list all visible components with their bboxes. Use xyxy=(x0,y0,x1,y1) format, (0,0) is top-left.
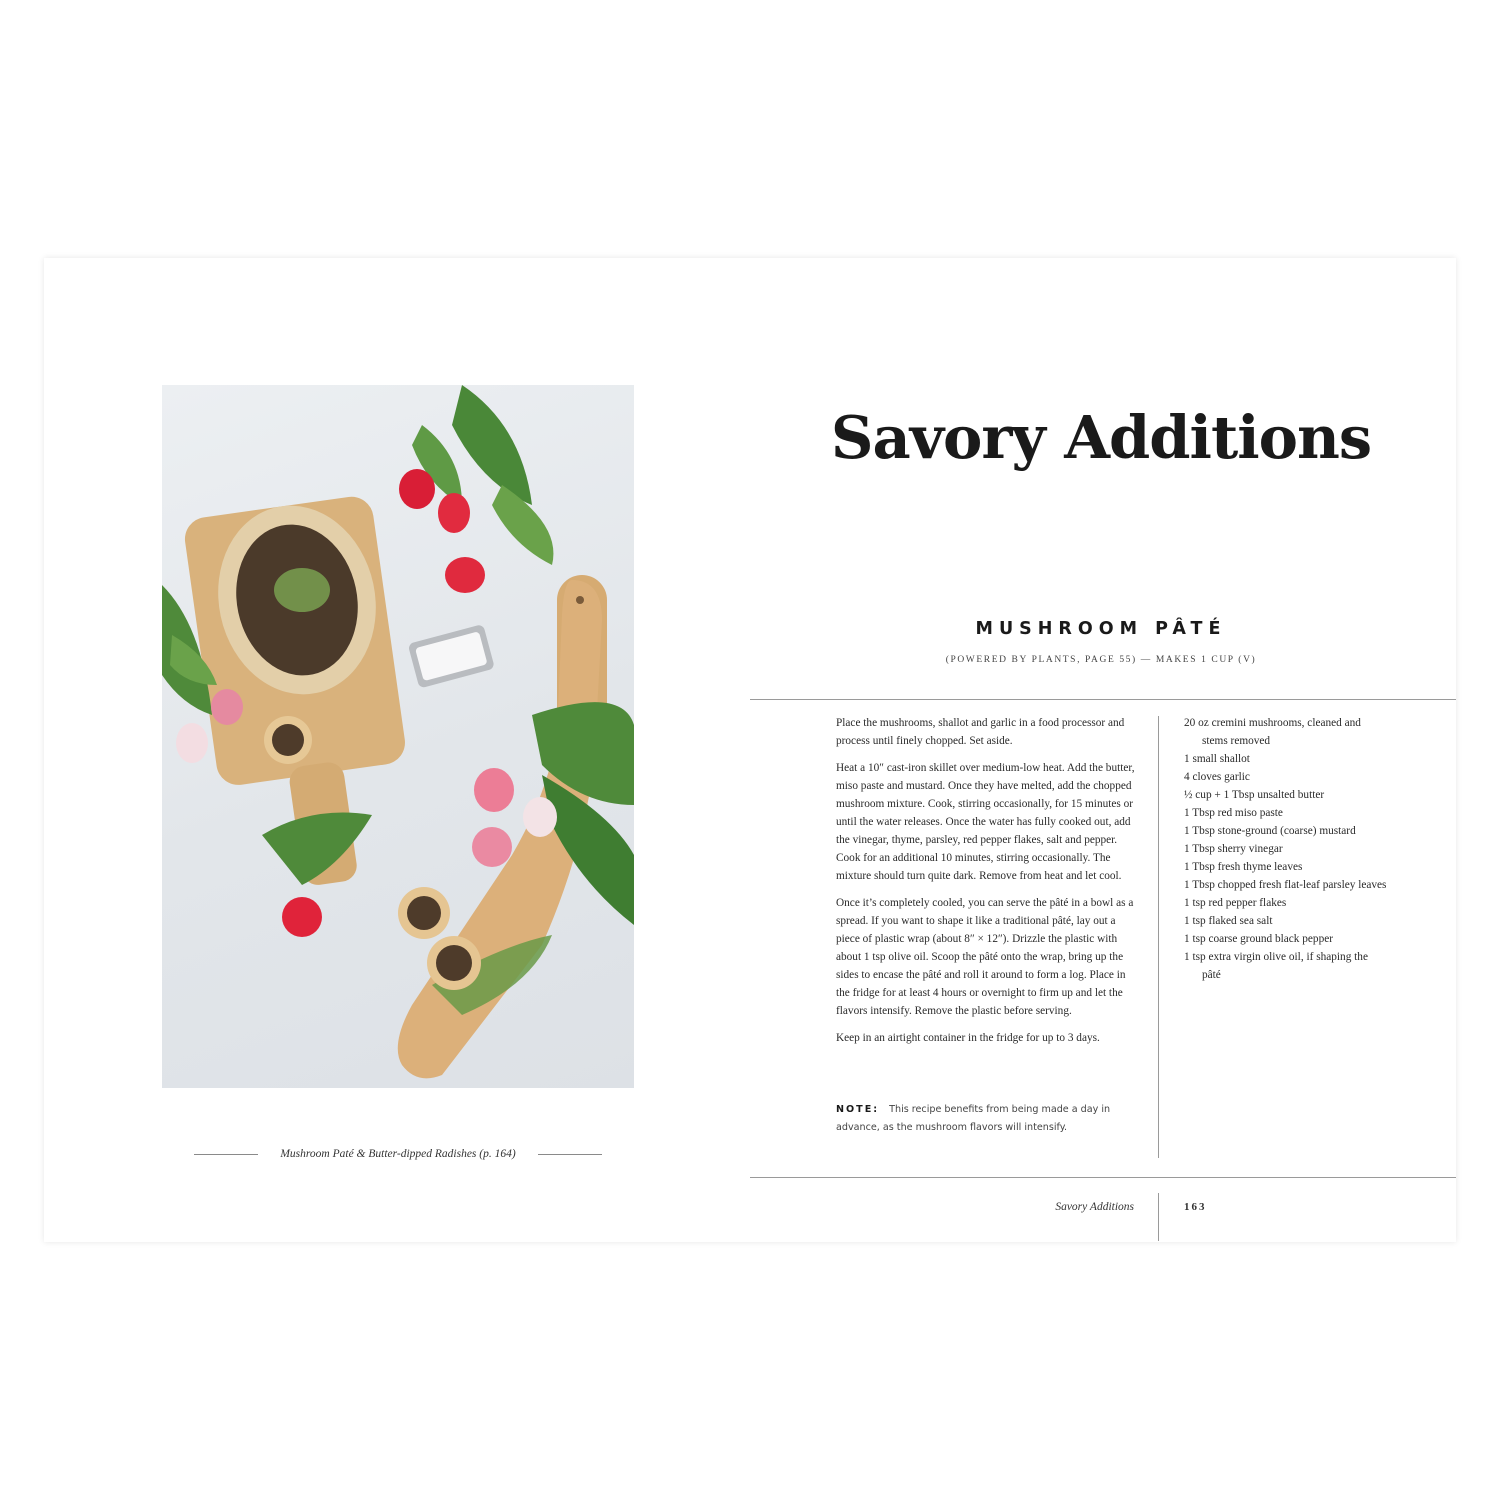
ingredient-item: 1 Tbsp chopped fresh flat-leaf parsley leaves xyxy=(1184,879,1387,891)
page-number: 163 xyxy=(1184,1201,1207,1213)
ingredient-item: 1 Tbsp stone-ground (coarse) mustard xyxy=(1184,825,1356,837)
method-column xyxy=(836,714,1140,1056)
folio-divider xyxy=(1158,1193,1159,1241)
note-label: NOTE: xyxy=(836,1104,880,1115)
ingredient-item: 1 tsp flaked sea salt xyxy=(1184,915,1273,927)
ingredient-item: 1 tsp coarse ground black pepper xyxy=(1184,933,1334,945)
note-text: This recipe benefits from being made a day in advance, as the mushroom flavors will intensify. xyxy=(836,1104,1111,1133)
recipe-title: MUSHROOM PÂTÉ xyxy=(975,619,1227,639)
ingredient-item: 1 Tbsp red miso paste xyxy=(1184,807,1283,819)
method-paragraph: Place the mushrooms, shallot and garlic in a food processor and process until finely chopped. Set aside. xyxy=(836,717,1125,747)
header-rule xyxy=(750,699,1456,700)
caption-rule-left xyxy=(194,1154,258,1155)
footer-rule xyxy=(750,1177,1456,1178)
method-paragraph: Heat a 10″ cast-iron skillet over medium-low heat. Add the butter, miso paste and mustard. Once they have melted, add the chopped mushroom mixture. Cook, stirring occasionally, for 15 minutes or until the water releases. Once the water has fully cooked out, add the vinegar, thyme, parsley, red pepper flakes, salt and pepper. Cook for an additional 10 minutes, stirring occasionally. The mixture should turn quite dark. Remove from heat and let cool. xyxy=(836,762,1135,882)
ingredient-item: 4 cloves garlic xyxy=(1184,771,1250,783)
food-illustration xyxy=(162,385,634,1088)
ingredient-item: ½ cup + 1 Tbsp unsalted butter xyxy=(1184,789,1325,801)
ingredient-item: 1 Tbsp sherry vinegar xyxy=(1184,843,1283,855)
photo-caption-row xyxy=(194,1146,602,1162)
recipe-note xyxy=(836,1101,1136,1137)
method-paragraph: Once it’s completely cooled, you can serve the pâté in a bowl as a spread. If you want to shape it like a traditional pâté, lay out a piece of plastic wrap (about 8″ × 12″). Drizzle the plastic with about 1 tsp olive oil. Scoop the pâté onto the wrap, bring up the sides to encase the pâté and roll it around to form a log. Place in the fridge for at least 4 hours or overnight to firm up and let the flavors intensify. Remove the plastic before serving. xyxy=(836,897,1134,1017)
method-paragraph: Keep in an airtight container in the fridge for up to 3 days. xyxy=(836,1032,1100,1044)
ingredient-list xyxy=(1184,714,1389,984)
column-divider xyxy=(1158,716,1159,1158)
ingredient-item: 1 Tbsp fresh thyme leaves xyxy=(1184,861,1303,873)
ingredient-item: 1 tsp extra virgin olive oil, if shaping the pâté xyxy=(1184,951,1368,981)
ingredient-item: 1 small shallot xyxy=(1184,753,1250,765)
recipe-photo xyxy=(162,385,634,1088)
ingredient-item: 20 oz cremini mushrooms, cleaned and stems removed xyxy=(1184,717,1361,747)
caption-rule-right xyxy=(538,1154,602,1155)
recipe-subtitle: (POWERED BY PLANTS, PAGE 55) — MAKES 1 CUP (V) xyxy=(945,655,1257,665)
running-head: Savory Additions xyxy=(1055,1201,1134,1213)
photo-caption: Mushroom Paté & Butter-dipped Radishes (p. 164) xyxy=(280,1148,516,1160)
chapter-title: Savory Additions xyxy=(830,403,1372,472)
book-spread xyxy=(44,258,1456,1242)
ingredient-item: 1 tsp red pepper flakes xyxy=(1184,897,1287,909)
